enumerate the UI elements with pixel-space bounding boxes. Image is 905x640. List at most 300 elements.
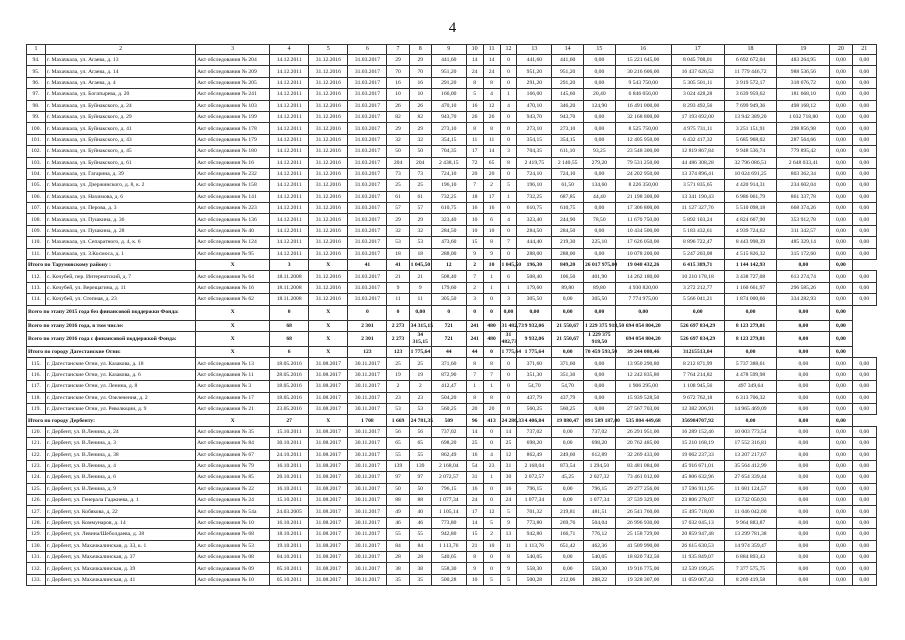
- table-cell: 31.12.2016: [309, 180, 348, 191]
- summary-cell: 0,00: [615, 305, 671, 320]
- table-cell: 13 341 190,43: [671, 191, 724, 202]
- table-cell: 11: [500, 540, 517, 551]
- summary-cell: 3: [270, 260, 309, 271]
- table-cell: 2 072,57: [517, 472, 552, 483]
- table-row: [27, 100, 877, 111]
- table-cell: 8 525 750,00: [615, 123, 671, 134]
- table-cell: 41 509 990,00: [615, 540, 671, 551]
- table-cell: 500,28: [431, 574, 466, 585]
- table-cell: 0: [500, 77, 517, 88]
- table-cell: 8: [466, 77, 483, 88]
- summary-cell: 0,00: [777, 260, 830, 271]
- table-cell: Акт обследования № 64: [196, 271, 270, 282]
- table-cell: 437,79: [517, 392, 552, 403]
- table-cell: 16: [409, 77, 431, 88]
- table-cell: 18.11.2008: [270, 282, 309, 293]
- table-cell: 951,20: [552, 66, 584, 77]
- table-cell: 32 269 433,00: [615, 449, 671, 460]
- table-cell: 8: [466, 552, 483, 563]
- table-cell: 10 024 691,25: [724, 168, 777, 179]
- table-cell: 21: [387, 271, 409, 282]
- table-row: [27, 66, 877, 77]
- table-cell: 4: [500, 214, 517, 225]
- table-cell: 560,25: [517, 403, 552, 414]
- table-cell: 1 113,76: [517, 540, 552, 551]
- table-cell: 65: [387, 438, 409, 449]
- table-cell: г. Дербент, ул. Махачкалинская, д. 33, к. 1: [46, 540, 196, 551]
- table-cell: 500,28: [517, 574, 552, 585]
- table-cell: 14: [500, 426, 517, 437]
- table-cell: 0,00: [852, 438, 877, 449]
- table-cell: 05.10.2011: [270, 574, 309, 585]
- table-cell: 26: [387, 100, 409, 111]
- table-cell: 0,00: [777, 472, 830, 483]
- summary-cell: 0: [270, 305, 309, 320]
- table-cell: 942,80: [431, 529, 466, 540]
- table-cell: 5 305 501,11: [671, 77, 724, 88]
- table-cell: 32: [409, 225, 431, 236]
- table-cell: 1 077,34: [584, 495, 616, 506]
- summary-cell: 0,00: [777, 320, 830, 331]
- table-cell: 1 160 661,97: [724, 282, 777, 293]
- table-cell: 0,00: [852, 529, 877, 540]
- table-cell: 951,20: [517, 66, 552, 77]
- table-cell: 311 342,57: [777, 225, 830, 236]
- table-cell: 29: [409, 214, 431, 225]
- table-cell: 11: [387, 294, 409, 305]
- table-cell: 29: [409, 123, 431, 134]
- table-cell: 53: [387, 403, 409, 414]
- table-cell: 31.12.2016: [309, 123, 348, 134]
- table-row: [27, 426, 877, 437]
- table-cell: 16 491 000,00: [615, 100, 671, 111]
- table-cell: 14 965 469,09: [724, 403, 777, 414]
- table-cell: г. Махачкала, ул. Буйнакского, д. 43: [46, 134, 196, 145]
- table-cell: 497 349,64: [724, 381, 777, 392]
- table-cell: 412,47: [431, 381, 466, 392]
- table-cell: 9: [409, 282, 431, 293]
- table-cell: 13 207 217,67: [724, 449, 777, 460]
- table-cell: 125.: [27, 483, 46, 494]
- table-cell: 45 916 671,01: [671, 460, 724, 471]
- table-cell: 31.12.2016: [309, 157, 348, 168]
- table-cell: 334 282,93: [777, 294, 830, 305]
- summary-cell: 41: [387, 260, 409, 271]
- table-cell: 4 975 731,11: [671, 123, 724, 134]
- table-cell: 1: [500, 89, 517, 100]
- table-cell: 0,00: [584, 55, 616, 66]
- table-cell: 284,50: [517, 225, 552, 236]
- table-cell: 0,00: [830, 248, 852, 259]
- table-cell: 11 779 446,72: [724, 66, 777, 77]
- table-cell: 4 939 724,62: [724, 225, 777, 236]
- table-cell: 24.03.2005: [270, 506, 309, 517]
- table-cell: 28.05.2016: [270, 369, 309, 380]
- table-cell: 65: [409, 438, 431, 449]
- table-cell: 04.10.2011: [270, 552, 309, 563]
- table-cell: 14.12.2011: [270, 168, 309, 179]
- table-cell: Акт обследования № 16: [196, 157, 270, 168]
- table-cell: 8 443 998,39: [724, 237, 777, 248]
- table-cell: 0,00: [830, 123, 852, 134]
- table-cell: 0,00: [777, 574, 830, 585]
- summary-cell: 19 048 432,26: [615, 260, 671, 271]
- table-cell: 13 732 050,93: [724, 495, 777, 506]
- table-cell: 111.: [27, 248, 46, 259]
- summary-cell: 1 775,64: [500, 346, 517, 357]
- table-cell: 14.12.2011: [270, 100, 309, 111]
- table-cell: г. Махачкала, ул. Агаева, д. 4: [46, 77, 196, 88]
- summary-cell: 526 697 834,29: [671, 320, 724, 331]
- summary-cell: 39 244 080,46: [615, 346, 671, 357]
- table-cell: г. Дагестанские Огни, ул. Революции, д. 9: [46, 403, 196, 414]
- table-cell: 8: [483, 123, 500, 134]
- table-cell: 50: [409, 483, 431, 494]
- table-cell: 796,15: [584, 483, 616, 494]
- table-cell: 305,50: [584, 294, 616, 305]
- table-cell: 166,71: [552, 529, 584, 540]
- table-cell: 0,00: [777, 483, 830, 494]
- table-cell: 2 027,32: [584, 472, 616, 483]
- table-row: [27, 191, 877, 202]
- table-cell: 31.08.2017: [309, 438, 348, 449]
- table-cell: 0,00: [777, 517, 830, 528]
- table-cell: г. Дербент, ул. Махачкалинская, д. 37: [46, 552, 196, 563]
- table-cell: 0,00: [552, 438, 584, 449]
- summary-cell: 241: [466, 331, 483, 346]
- summary-cell: 0: [483, 305, 500, 320]
- table-cell: 0,00: [777, 460, 830, 471]
- summary-cell: 31 482,73: [500, 320, 517, 331]
- table-cell: 9: [500, 563, 517, 574]
- summary-cell: 0: [348, 305, 387, 320]
- table-row: [27, 438, 877, 449]
- table-cell: 1 294,50: [584, 460, 616, 471]
- summary-cell: X: [196, 346, 270, 357]
- table-cell: 4 824 667,90: [724, 214, 777, 225]
- table-cell: 8: [466, 392, 483, 403]
- table-row: [27, 55, 877, 66]
- table-cell: 65: [483, 157, 500, 168]
- table-cell: 0: [483, 426, 500, 437]
- table-cell: 0,00: [552, 426, 584, 437]
- table-cell: 558,30: [517, 563, 552, 574]
- summary-cell: 0,00: [409, 305, 431, 320]
- table-cell: 24.10.2011: [270, 449, 309, 460]
- table-cell: 0,00: [852, 506, 877, 517]
- table-cell: 16: [500, 483, 517, 494]
- table-cell: 2 072,57: [431, 472, 466, 483]
- table-cell: 0,00: [852, 123, 877, 134]
- table-cell: 16: [466, 203, 483, 214]
- summary-cell: 196,30: [517, 260, 552, 271]
- table-cell: 0,00: [830, 157, 852, 168]
- table-cell: Акт обследования № 84: [196, 438, 270, 449]
- table-cell: 179,60: [517, 282, 552, 293]
- table-cell: 20: [483, 168, 500, 179]
- table-cell: 18.05.2016: [270, 358, 309, 369]
- table-cell: 9: [483, 248, 500, 259]
- table-cell: 473,60: [431, 237, 466, 248]
- table-cell: 30.11.2017: [348, 392, 387, 403]
- table-cell: 61,50: [552, 180, 584, 191]
- table-cell: 20: [466, 403, 483, 414]
- table-cell: 19 328 307,00: [615, 574, 671, 585]
- summary-cell: 0,00: [724, 346, 777, 357]
- table-cell: 12 819 867,84: [671, 146, 724, 157]
- table-cell: 1: [500, 282, 517, 293]
- table-cell: г. Махачкала, ул. Пушкина, д. 28: [46, 225, 196, 236]
- table-cell: Акт обследования № 62: [196, 294, 270, 305]
- table-cell: 0,00: [852, 563, 877, 574]
- table-cell: г. Махачкала, ул. Буйнакского, д. 41: [46, 123, 196, 134]
- summary-cell: 0,00: [724, 305, 777, 320]
- table-cell: 1 113,76: [431, 540, 466, 551]
- summary-cell: 70 459 593,50: [584, 346, 616, 357]
- table-cell: 31.03.2017: [348, 100, 387, 111]
- table-cell: 323,40: [431, 214, 466, 225]
- table-cell: 32: [387, 134, 409, 145]
- table-cell: 0,00: [830, 381, 852, 392]
- table-cell: 7 699 949,36: [724, 100, 777, 111]
- table-cell: 485 329,14: [777, 237, 830, 248]
- table-cell: Акт обследования № 232: [196, 168, 270, 179]
- table-cell: 318 676,72: [777, 77, 830, 88]
- summary-cell: 12: [431, 260, 466, 271]
- table-cell: 0,00: [830, 392, 852, 403]
- table-cell: 6 432 417,32: [671, 134, 724, 145]
- table-cell: г. Махачкала, ул. Перова, д. 3: [46, 203, 196, 214]
- summary-cell: 6: [270, 346, 309, 357]
- table-cell: 31.03.2017: [348, 180, 387, 191]
- table-cell: 82: [409, 111, 431, 122]
- table-cell: 0,00: [830, 191, 852, 202]
- table-cell: 0: [500, 248, 517, 259]
- table-cell: Акт обследования № 68: [196, 529, 270, 540]
- summary-cell: 123: [348, 346, 387, 357]
- table-row: [27, 203, 877, 214]
- table-cell: 3 639 959,62: [724, 89, 777, 100]
- table-cell: 2 438,15: [431, 157, 466, 168]
- table-row: [27, 180, 877, 191]
- table-cell: 0: [500, 403, 517, 414]
- table-cell: 508,40: [517, 271, 552, 282]
- table-cell: Акт обследования № 08: [196, 552, 270, 563]
- table-cell: 106.: [27, 191, 46, 202]
- table-cell: 540,05: [517, 552, 552, 563]
- table-cell: 25: [409, 358, 431, 369]
- table-cell: 30.11.2017: [348, 438, 387, 449]
- table-cell: 20,40: [584, 89, 616, 100]
- table-cell: 3: [500, 294, 517, 305]
- table-cell: 97: [387, 472, 409, 483]
- summary-cell: 1 045,50: [500, 260, 517, 271]
- table-cell: 0,00: [830, 540, 852, 551]
- summary-cell: 2: [466, 260, 483, 271]
- table-row: [27, 271, 877, 282]
- table-cell: 8: [466, 358, 483, 369]
- table-row: [27, 111, 877, 122]
- table-cell: 0,00: [830, 180, 852, 191]
- table-cell: 441,60: [431, 55, 466, 66]
- summary-cell: X: [196, 331, 270, 346]
- table-cell: 4 930 820,00: [615, 282, 671, 293]
- table-row: [27, 77, 877, 88]
- table-cell: 31.03.2017: [348, 294, 387, 305]
- table-cell: 115.: [27, 358, 46, 369]
- table-cell: 481,51: [584, 506, 616, 517]
- table-cell: 31.03.2017: [348, 157, 387, 168]
- table-cell: 4 478 599,98: [724, 369, 777, 380]
- table-cell: 0,00: [830, 472, 852, 483]
- table-cell: г. Дагестанские Огни, ул. Казакова, д. 18: [46, 358, 196, 369]
- table-cell: 14.12.2011: [270, 157, 309, 168]
- table-cell: Акт обследования № 40: [196, 225, 270, 236]
- summary-label: Итого по городу Дербенту:: [27, 415, 196, 426]
- summary-cell: 6 415 389,71: [671, 260, 724, 271]
- table-cell: 273,10: [552, 123, 584, 134]
- table-cell: 31.12.2016: [309, 203, 348, 214]
- table-cell: 31.03.2017: [348, 134, 387, 145]
- table-cell: 6 313 706,32: [724, 392, 777, 403]
- table-cell: 13 950 290,80: [615, 358, 671, 369]
- table-cell: 30.11.2017: [348, 403, 387, 414]
- summary-cell: 123: [387, 346, 409, 357]
- table-cell: 35: [387, 574, 409, 585]
- table-cell: 5: [483, 574, 500, 585]
- table-cell: 273,10: [431, 123, 466, 134]
- table-cell: 31: [466, 472, 483, 483]
- summary-cell: 31 482,73: [501, 332, 517, 345]
- summary-cell: 0: [483, 346, 500, 357]
- table-cell: Акт обследования № 85: [196, 472, 270, 483]
- table-cell: 31.08.2017: [309, 392, 348, 403]
- table-cell: 72: [466, 157, 483, 168]
- table-cell: 31.12.2016: [309, 294, 348, 305]
- table-cell: 12 242 835,80: [615, 369, 671, 380]
- table-cell: 0,00: [830, 77, 852, 88]
- table-cell: Акт обследования № 95: [196, 248, 270, 259]
- table-cell: 724,10: [517, 168, 552, 179]
- table-cell: 1 108 945,56: [671, 381, 724, 392]
- summary-cell: 0: [466, 305, 483, 320]
- table-cell: 122.: [27, 449, 46, 460]
- table-cell: 31.12.2016: [309, 237, 348, 248]
- table-cell: 0,00: [830, 574, 852, 585]
- table-cell: 0,00: [852, 191, 877, 202]
- table-cell: 701,32: [517, 506, 552, 517]
- table-cell: 0,00: [552, 552, 584, 563]
- table-cell: 30.11.2017: [348, 460, 387, 471]
- table-cell: г. Махачкала, ул. Богатырева, д. 20: [46, 89, 196, 100]
- table-row: [27, 460, 877, 471]
- table-cell: 296 585,26: [777, 282, 830, 293]
- table-cell: 17 032 045,13: [671, 517, 724, 528]
- table-cell: 31.12.2016: [309, 134, 348, 145]
- table-cell: 279,20: [584, 157, 616, 168]
- table-cell: 611,10: [552, 146, 584, 157]
- table-cell: 56: [409, 426, 431, 437]
- table-cell: 504,20: [431, 392, 466, 403]
- column-number-cell: 19: [777, 45, 830, 55]
- table-cell: г. Дербент, ул. Махачкалинская, д. 39: [46, 563, 196, 574]
- table-cell: 284,50: [431, 225, 466, 236]
- table-cell: 8 896 722,47: [671, 237, 724, 248]
- table-cell: 0,00: [852, 271, 877, 282]
- column-number-cell: 11: [483, 45, 500, 55]
- table-cell: 17 596 911,95: [671, 483, 724, 494]
- table-cell: 8 293 492,56: [671, 100, 724, 111]
- table-cell: 15.10.2011: [270, 426, 309, 437]
- table-cell: 1: [466, 381, 483, 392]
- table-cell: 31.03.2017: [348, 123, 387, 134]
- table-cell: 20: [466, 168, 483, 179]
- table-cell: г. Махачкала, ул. Гагарина, д. 39: [46, 168, 196, 179]
- table-row: [27, 529, 877, 540]
- table-cell: 1 077,34: [517, 495, 552, 506]
- table-cell: 0,00: [852, 449, 877, 460]
- summary-cell: X: [196, 320, 270, 331]
- table-cell: г. Дербент, ул. В.Ленина, д. 38: [46, 449, 196, 460]
- summary-cell: 0,00: [777, 415, 830, 426]
- table-cell: 12 539 199,25: [671, 563, 724, 574]
- table-cell: 14.12.2011: [270, 55, 309, 66]
- table-cell: 9 672 762,18: [671, 392, 724, 403]
- table-cell: 540,05: [584, 552, 616, 563]
- table-cell: 24: [500, 495, 517, 506]
- table-cell: 291,20: [431, 77, 466, 88]
- table-cell: 166,00: [517, 89, 552, 100]
- table-cell: 0,00: [852, 369, 877, 380]
- table-cell: с. Кочубей, ул. Верещагина, д. 11: [46, 282, 196, 293]
- table-row: [27, 517, 877, 528]
- table-cell: 0,00: [830, 506, 852, 517]
- summary-cell: 535 804 449,68: [615, 415, 671, 426]
- table-cell: 0,00: [830, 225, 852, 236]
- summary-cell: 1 775,64: [517, 346, 552, 357]
- table-cell: 7 774 975,00: [615, 294, 671, 305]
- table-cell: 14.12.2011: [270, 180, 309, 191]
- table-cell: 12: [483, 506, 500, 517]
- table-cell: 0,00: [852, 495, 877, 506]
- table-cell: 5 566 041,21: [671, 294, 724, 305]
- table-cell: 0,00: [852, 381, 877, 392]
- table-cell: Акт обследования № 141: [196, 191, 270, 202]
- table-cell: 204: [387, 157, 409, 168]
- table-cell: 15 939 528,50: [615, 392, 671, 403]
- table-cell: 139: [387, 460, 409, 471]
- table-cell: Акт обследования № 24: [196, 495, 270, 506]
- table-cell: 10: [483, 540, 500, 551]
- table-cell: 14.12.2011: [270, 225, 309, 236]
- column-number-cell: 3: [196, 45, 270, 55]
- table-cell: 5 247 203,08: [671, 248, 724, 259]
- summary-cell: 0,00: [777, 331, 830, 346]
- table-cell: 5: [483, 517, 500, 528]
- table-cell: 0,00: [852, 392, 877, 403]
- table-cell: 0,00: [830, 89, 852, 100]
- table-cell: 943,70: [431, 111, 466, 122]
- table-cell: 558,30: [431, 563, 466, 574]
- table-cell: 0: [500, 358, 517, 369]
- table-cell: 5 183 432,61: [671, 225, 724, 236]
- table-cell: 732,25: [431, 191, 466, 202]
- table-cell: Акт обследования № 179: [196, 134, 270, 145]
- summary-cell: 8 123 279,01: [724, 320, 777, 331]
- table-cell: 558,30: [584, 563, 616, 574]
- table-cell: 32: [387, 225, 409, 236]
- table-cell: 1: [483, 271, 500, 282]
